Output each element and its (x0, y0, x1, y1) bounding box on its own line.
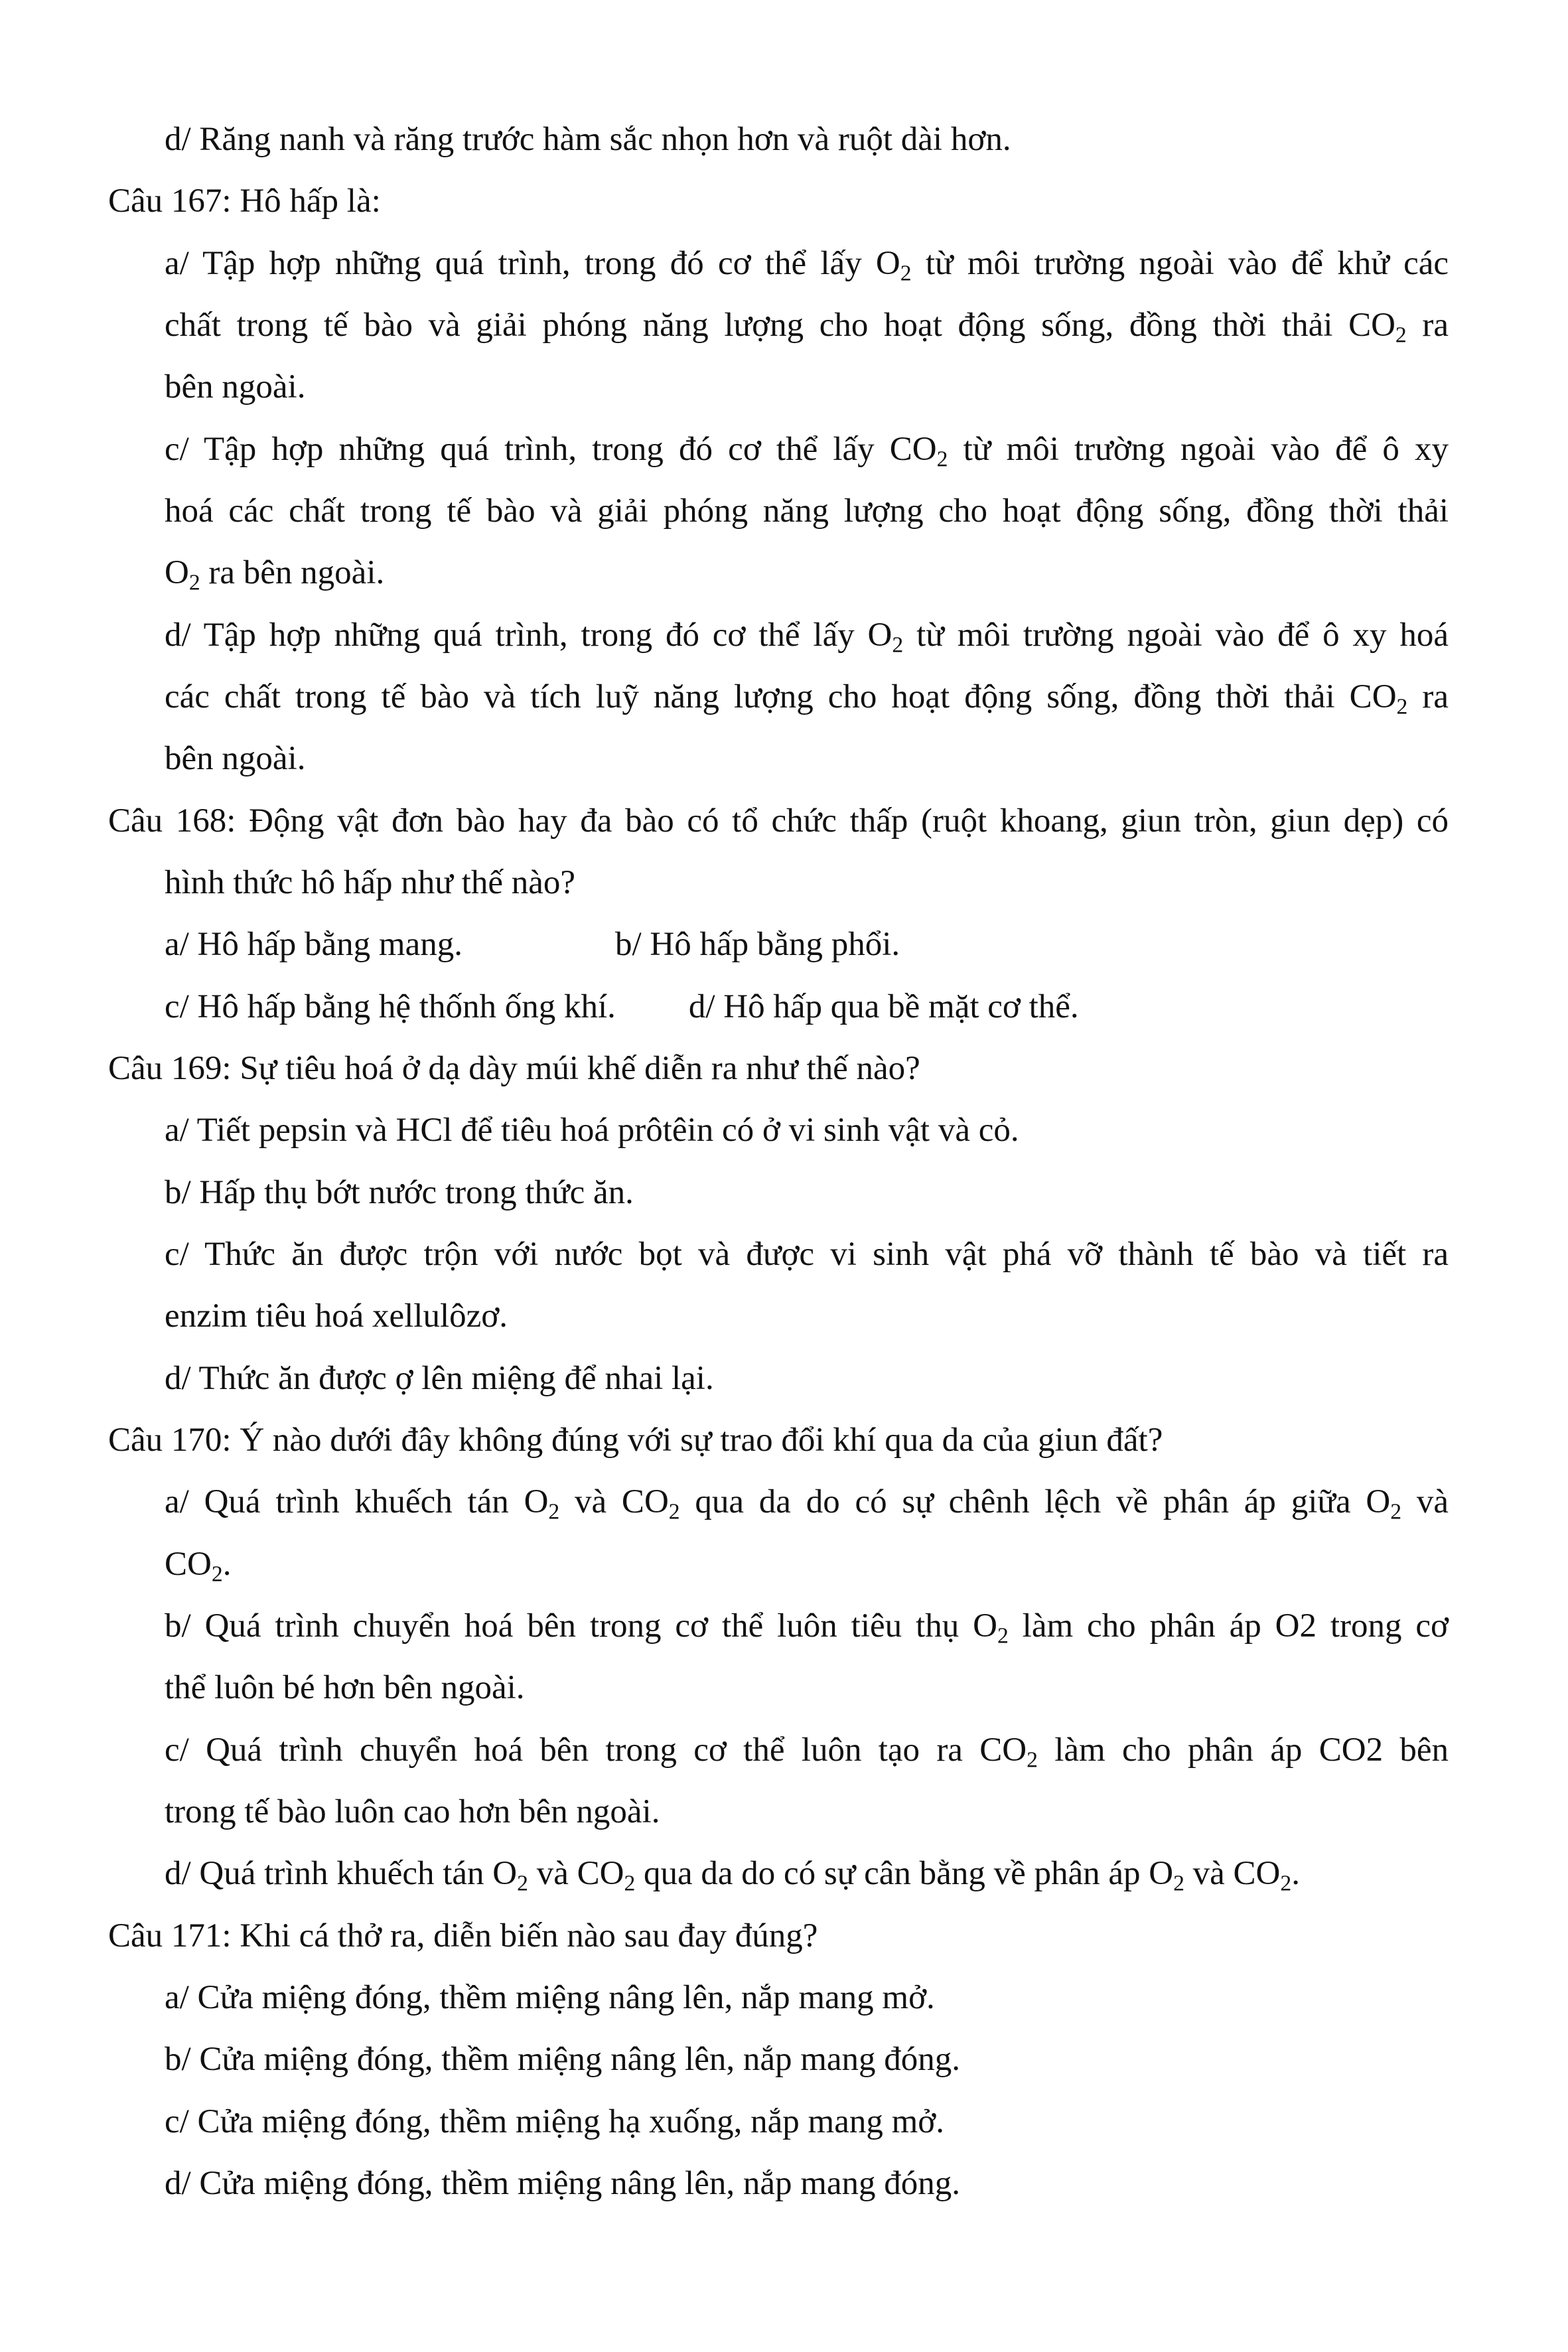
q170-option-b-cont: thể luôn bé hơn bên ngoài. (165, 1669, 525, 1706)
q171-option-a: a/ Cửa miệng đóng, thềm miệng nâng lên, nắp mang mở. (165, 1979, 935, 2016)
q167-option-a: a/ Tập hợp những quá trình, trong đó cơ thể lấy $O_2$ từ môi trường ngoài vào để khử các (165, 245, 1449, 286)
q167-option-d: d/ Tập hợp những quá trình, trong đó cơ thể lấy $O_2$ từ môi trường ngoài vào để ô xy hoá (165, 617, 1449, 658)
q169-option-b: b/ Hấp thụ bớt nước trong thức ăn. (165, 1174, 634, 1211)
q170-option-a: a/ Quá trình khuếch tán $O_2$ và $CO_2$ qua da do có sự chênh lệch về phân áp giữa $O_2$ và (165, 1483, 1449, 1524)
q169-stem: Câu 169: Sự tiêu hoá ở dạ dày múi khế diễn ra như thế nào? (108, 1050, 920, 1087)
q168-option-a: a/ Hô hấp bằng mang. (165, 926, 463, 963)
q168-option-b: b/ Hô hấp bằng phổi. (614, 926, 900, 963)
q170-option-c: c/ Quá trình chuyển hoá bên trong cơ thể luôn tạo ra $CO_2$ làm cho phân áp CO2 bên (165, 1731, 1449, 1773)
q167-stem: Câu 167: Hô hấp là: (108, 183, 381, 220)
q169-option-d: d/ Thức ăn được ợ lên miệng để nhai lại. (165, 1360, 714, 1397)
q167-option-c-cont: hoá các chất trong tế bào và giải phóng năng lượng cho hoạt động sống, đồng thời thải (165, 492, 1449, 530)
q171-option-c: c/ Cửa miệng đóng, thềm miệng hạ xuống, nắp mang mở. (165, 2103, 944, 2140)
q170-option-a-cont: $CO_2$. (165, 1546, 232, 1587)
q170-option-b: b/ Quá trình chuyển hoá bên trong cơ thể luôn tiêu thụ $O_2$ làm cho phân áp O2 trong cơ (165, 1607, 1449, 1649)
q167-option-a-cont: chất trong tế bào và giải phóng năng lượng cho hoạt động sống, đồng thời thải $CO_2$ ra (165, 307, 1449, 348)
q171-stem: Câu 171: Khi cá thở ra, diễn biến nào sau đay đúng? (108, 1917, 818, 1954)
q168-option-c: c/ Hô hấp bằng hệ thốnh ống khí. (165, 988, 616, 1025)
q167-option-c-cont: $O_2$ ra bên ngoài. (165, 554, 385, 595)
q167-option-d-cont: bên ngoài. (165, 740, 306, 777)
q168-options-ab (165, 924, 900, 964)
q168-options-cd (165, 987, 1079, 1027)
q171-option-d: d/ Cửa miệng đóng, thềm miệng nâng lên, nắp mang đóng. (165, 2165, 961, 2202)
q168-stem-cont: hình thức hô hấp như thế nào? (165, 864, 575, 901)
q170-option-c-cont: trong tế bào luôn cao hơn bên ngoài. (165, 1793, 660, 1830)
q170-option-d: d/ Quá trình khuếch tán $O_2$ và $CO_2$ qua da do có sự cân bằng về phân áp $O_2$ và $CO_2$. (165, 1855, 1300, 1896)
q169-option-c: c/ Thức ăn được trộn với nước bọt và được vi sinh vật phá vỡ thành tế bào và tiết ra (165, 1236, 1449, 1273)
q168-option-d: d/ Hô hấp qua bề mặt cơ thể. (688, 988, 1079, 1025)
q167-option-d-cont: các chất trong tế bào và tích luỹ năng lượng cho hoạt động sống, đồng thời thải $CO_2$ ra (165, 678, 1449, 719)
q166-option-d: d/ Răng nanh và răng trước hàm sắc nhọn hơn và ruột dài hơn. (165, 121, 1011, 158)
q167-option-c: c/ Tập hợp những quá trình, trong đó cơ thể lấy $CO_2$ từ môi trường ngoài vào để ô xy (165, 431, 1449, 472)
q171-option-b: b/ Cửa miệng đóng, thềm miệng nâng lên, nắp mang đóng. (165, 2041, 961, 2078)
q169-option-c-cont: enzim tiêu hoá xellulôzơ. (165, 1297, 508, 1335)
q167-option-a-cont: bên ngoài. (165, 368, 306, 405)
q170-stem: Câu 170: Ý nào dưới đây không đúng với sự trao đổi khí qua da của giun đất? (108, 1422, 1163, 1459)
q169-option-a: a/ Tiết pepsin và HCl để tiêu hoá prôtêin có ở vi sinh vật và cỏ. (165, 1112, 1019, 1149)
q168-stem: Câu 168: Động vật đơn bào hay đa bào có tổ chức thấp (ruột khoang, giun tròn, giun dẹp) có (108, 802, 1449, 840)
